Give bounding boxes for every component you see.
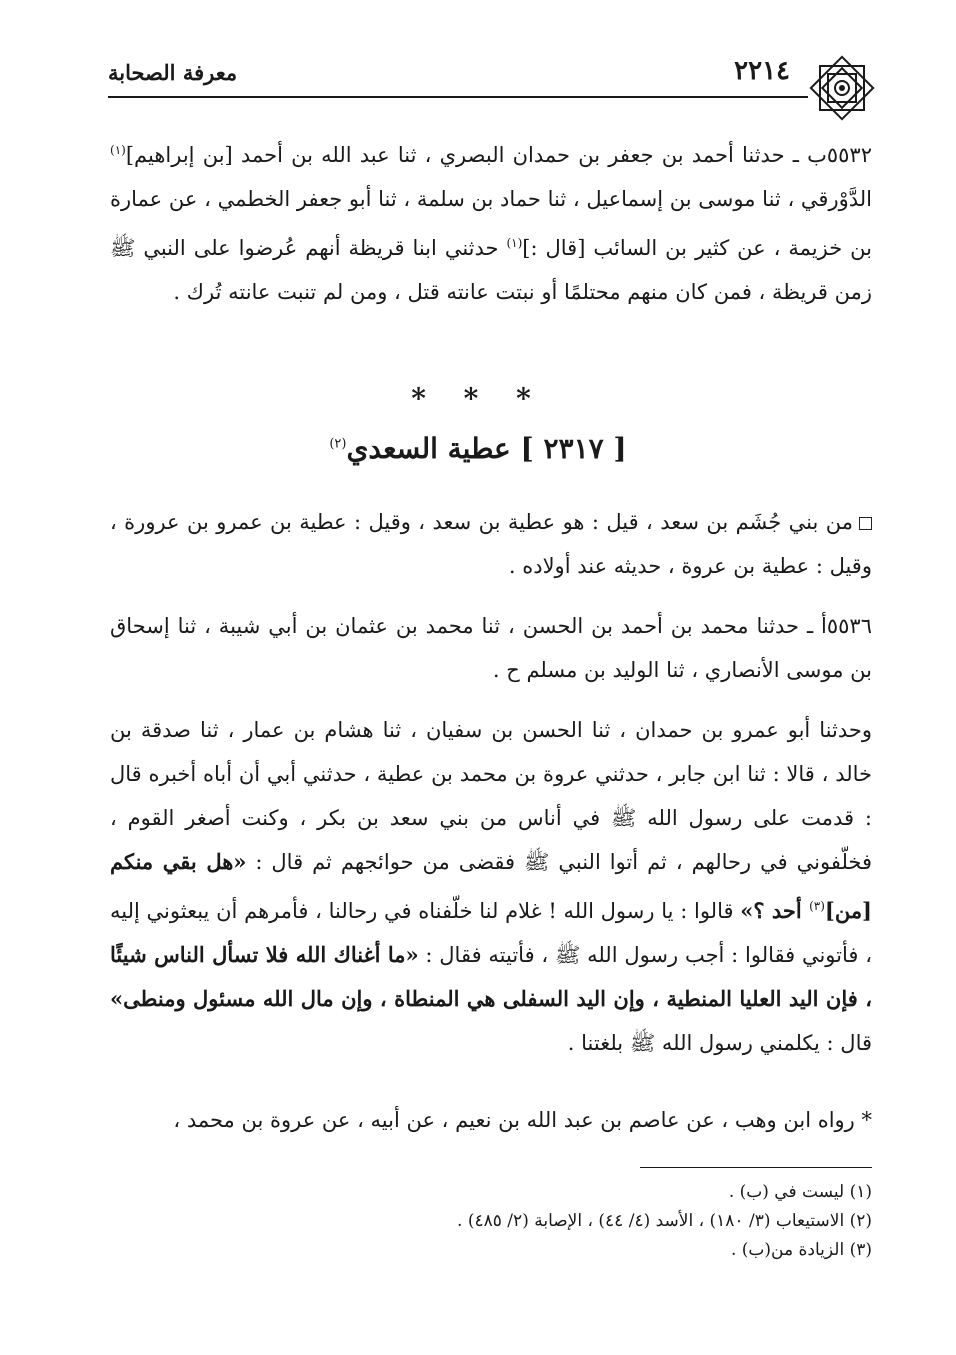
running-title: معرفة الصحابة — [108, 60, 238, 85]
paragraph-hadith-chain — [110, 708, 872, 1065]
islamic-star-ornament-icon — [806, 52, 878, 124]
text-run: قال : يكلمني رسول الله ﷺ بلغتنا . — [567, 1031, 872, 1055]
text-run: قالوا : يا رسول الله ! غلام لنا خلّفناه في رحالنا ، فأمرهم أن يبعثوني إليه ، فأتوني فقالوا : أجب رسول الله ﷺ ، فأتيته فقال : — [110, 899, 872, 967]
header-divider — [108, 96, 808, 98]
page-header — [108, 52, 878, 104]
section-separator-stars: * * * — [411, 382, 545, 415]
footnote: (٣) الزيادة من(ب) . — [730, 1240, 872, 1260]
paragraph-narration-note: * رواه ابن وهب ، عن عاصم بن عبد الله بن نعيم ، عن أبيه ، عن عروة بن محمد ، — [173, 1108, 872, 1132]
footnote-ref: (٢) — [329, 436, 347, 452]
footnote-ref: (٣) — [809, 899, 825, 913]
text-run: حدثني ابنا قريظة أنهم عُرضوا على النبي ﷺ زمن قريظة ، فمن كان منهم محتلمًا أو نبتت عانته قتل ، ومن لم تنبت عانته تُرك . — [110, 236, 872, 304]
footnotes — [110, 1178, 872, 1265]
prophetic-quote: «ما أغناك الله فلا تسأل الناس شيئًا ، فإن اليد العليا المنطية ، وإن اليد السفلى هي المنطاة ، وإن مال الله مسئول ومنطى» — [110, 942, 872, 1011]
text-run: ٥٥٣٢ب ـ حدثنا أحمد بن جعفر بن حمدان البصري ، ثنا عبد الله بن أحمد [بن إبراهيم] — [125, 143, 872, 167]
prophetic-quote: «هل بقي منكم [من] — [110, 849, 872, 923]
footnote-ref: (١) — [110, 143, 126, 157]
paragraph-hadith-5536a: ٥٥٣٦أ ـ حدثنا محمد بن أحمد بن الحسن ، ثنا محمد بن عثمان بن أبي شيبة ، ثنا إسحاق بن موسى الأنصاري ، ثنا الوليد بن مسلم ح . — [110, 614, 872, 682]
page-number: ٢٢١٤ — [734, 56, 790, 86]
paragraph-hadith-5532b — [110, 128, 872, 314]
text-run: الدَّوْرقي ، ثنا موسى بن إسماعيل ، ثنا حماد بن سلمة ، ثنا أبو جعفر الخطمي ، عن عمارة بن خزيمة ، عن كثير بن السائب [قال :] — [110, 187, 872, 260]
paragraph-biography — [110, 500, 872, 588]
footnote: (٢) الاستيعاب (٣/ ١٨٠) ، الأسد (٤/ ٤٤) ، الإصابة (٢/ ٤٨٥) . — [457, 1211, 872, 1231]
footnote-ref: (١) — [506, 236, 523, 250]
footnote-divider — [640, 1167, 872, 1168]
entry-title — [0, 432, 956, 465]
entry-title-text: [ ٢٣١٧ ] عطية السعدي — [346, 432, 627, 465]
text-run: وحدثنا أبو عمرو بن حمدان ، ثنا الحسن بن سفيان ، ثنا هشام بن عمار ، ثنا صدقة بن خالد ، قالا : ثنا ابن جابر ، حدثني عروة بن محمد بن عطية ، حدثني أبي أن أباه أخبره قال : قدمت على رسول الله ﷺ في أناس من بني سعد بن بكر ، وكنت أصغر القوم ، فخلّفوني في رحالهم ، ثم أتوا النبي ﷺ فقضى من حوائجهم ثم قال : — [110, 718, 872, 874]
text-run: من بني جُشَم بن سعد ، قيل : هو عطية بن سعد ، وقيل : عطية بن عمرو بن عرورة ، وقيل : عطية بن عروة ، حديثه عند أولاده . — [110, 510, 872, 578]
square-bullet-icon — [859, 517, 872, 530]
prophetic-quote-end: أحد ؟» — [740, 898, 810, 923]
footnote: (١) ليست في (ب) . — [728, 1182, 872, 1202]
